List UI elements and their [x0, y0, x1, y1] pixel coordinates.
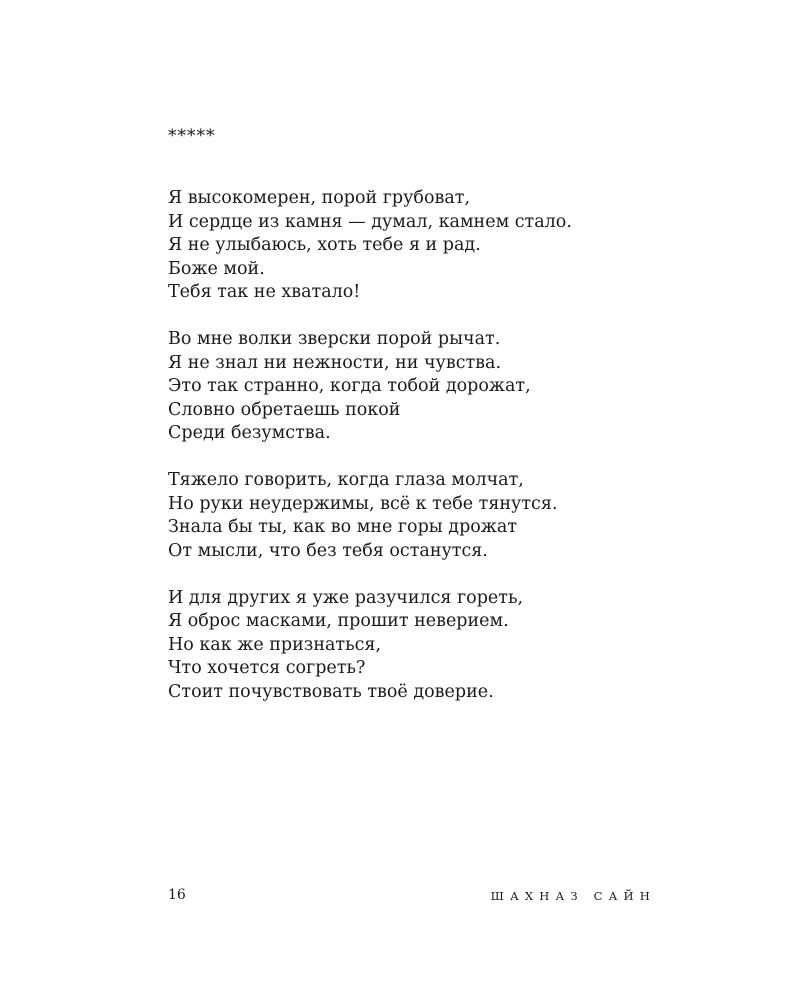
- poem-line: Во мне волки зверски порой рычат.: [168, 329, 501, 349]
- poem-line: Я оброс масками, прошит неверием.: [168, 611, 509, 631]
- stanza-3: [168, 469, 728, 563]
- poem-line: Среди безумства.: [168, 423, 331, 443]
- poem: [168, 187, 728, 728]
- poem-line: Тяжело говорить, когда глаза молчат,: [168, 470, 524, 490]
- poem-line: Словно обретаешь покой: [168, 399, 401, 420]
- page-number: 16: [168, 887, 186, 903]
- poem-line: И для других я уже разучился гореть,: [168, 587, 524, 608]
- poem-line: Тебя так не хватало!: [168, 282, 361, 302]
- poem-line: И сердце из камня — думал, камнем стало.: [168, 211, 572, 232]
- poem-line: Что хочется согреть?: [168, 658, 366, 678]
- poem-line: Знала бы ты, как во мне горы дрожат: [168, 517, 518, 537]
- poem-line: Это так странно, когда тобой дорожат,: [168, 376, 531, 396]
- poem-line: Но как же признаться,: [168, 634, 382, 655]
- stanza-2: [168, 328, 728, 446]
- poem-line: Стоит почувствовать твоё доверие.: [168, 681, 494, 702]
- poem-line: Я не знал ни нежности, ни чувства.: [168, 352, 502, 373]
- stanza-1: [168, 187, 728, 305]
- section-separator: *****: [168, 126, 216, 146]
- poem-line: Но руки неудержимы, всё к тебе тянутся.: [168, 493, 558, 514]
- poem-line: От мысли, что без тебя останутся.: [168, 540, 488, 561]
- poem-line: Я высокомерен, порой грубоват,: [168, 188, 471, 208]
- running-head-author: ШАХНАЗ САЙН: [490, 889, 656, 903]
- poem-line: Я не улыбаюсь, хоть тебе я и рад.: [168, 235, 481, 255]
- stanza-4: [168, 587, 728, 705]
- poem-line: Боже мой.: [168, 258, 265, 279]
